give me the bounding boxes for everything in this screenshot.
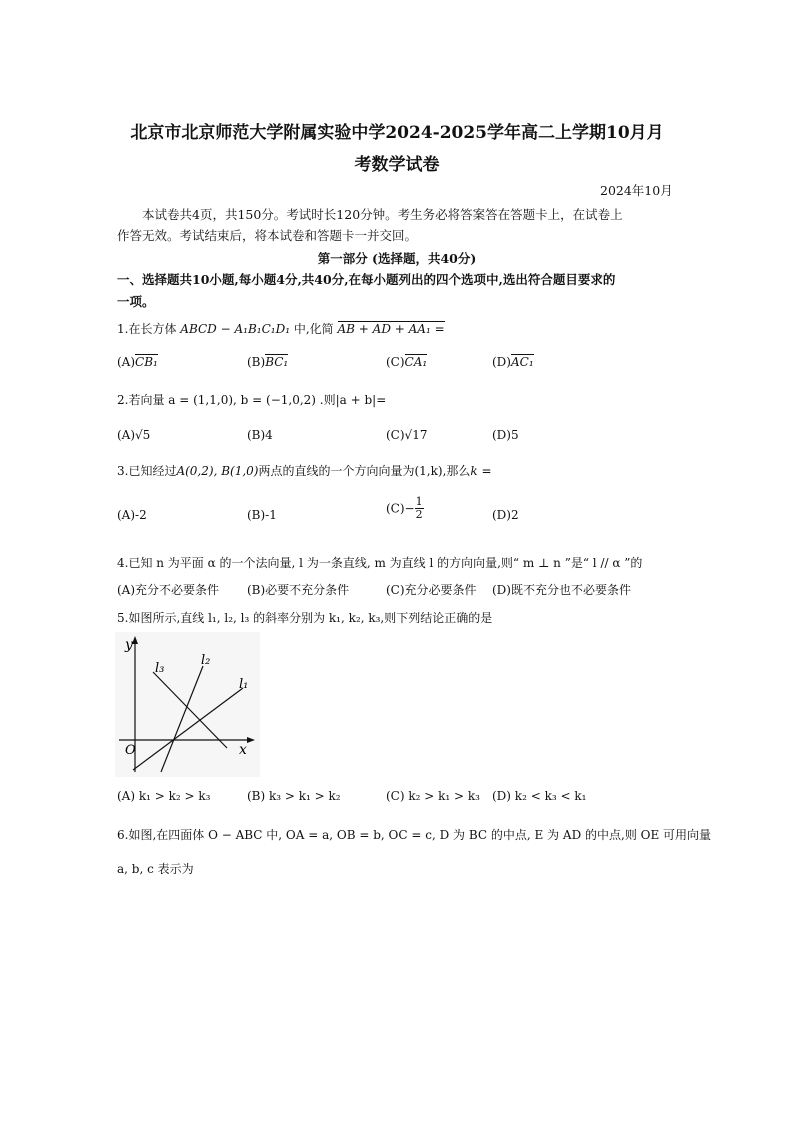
question-1-stem: [117, 320, 445, 337]
q4-option-d: (D)既不充分也不必要条件: [492, 583, 631, 597]
q4-option-b: (B)必要不充分条件: [247, 583, 350, 597]
q1-option-d: (D)AC₁: [492, 355, 534, 369]
slope-figure: [115, 632, 260, 777]
q5-option-a: (A) k₁ > k₂ > k₃: [117, 789, 211, 803]
q3-option-c: (C)− $\frac{1}{2}$: [386, 495, 423, 522]
q2-option-d: (D)5: [492, 428, 519, 442]
part-heading: 第一部分 (选择题，共40分): [317, 251, 477, 266]
q2-option-a: (A)√5: [117, 428, 151, 442]
question-6-stem-line-2: a, b, c 表示为: [117, 862, 194, 876]
q1-solid-name: ABCD − A₁B₁C₁D₁: [180, 322, 291, 336]
l1-label: l₁: [239, 677, 249, 692]
q2-option-c: (C)√17: [386, 428, 428, 442]
q1-mid: 中,化简: [293, 322, 334, 336]
q5-option-c: (C) k₂ > k₁ > k₃: [386, 789, 480, 803]
q1-option-c: (C)CA₁: [386, 355, 428, 369]
q5-option-d: (D) k₂ < k₃ < k₁: [492, 789, 587, 803]
q3-option-b: (B)-1: [247, 508, 277, 522]
l3-label: l₃: [155, 661, 165, 676]
q4-option-c: (C)充分必要条件: [386, 583, 477, 597]
q3-option-d: (D)2: [492, 508, 519, 522]
q1-vector-sum: AB + AD + AA₁ =: [337, 322, 445, 336]
q1-option-a: (A)CB₁: [117, 355, 158, 369]
y-label: y: [125, 637, 133, 653]
question-6-stem-line-1: 6.如图,在四面体 O − ABC 中, OA = a, OB = b, OC = c, D 为 BC 的中点, E 为 AD 的中点,则 OE 可用向量: [117, 828, 712, 842]
origin-label: O: [125, 743, 136, 758]
q1-prefix: 1.在长方体: [117, 322, 177, 336]
section-instruction-1: 一、选择题共10小题,每小题4分,共40分,在每小题列出的四个选项中,选出符合题目要求的: [117, 272, 616, 287]
q2-vectors: a = (1,1,0), b = (−1,0,2): [168, 393, 316, 407]
exam-date: 2024年10月: [600, 183, 673, 198]
page-subtitle: 考数学试卷: [354, 155, 440, 175]
question-3-stem: 3.已知经过A(0,2), B(1,0)两点的直线的一个方向向量为(1,k),那么k =: [117, 464, 492, 478]
x-label: x: [239, 742, 247, 758]
l2-label: l₂: [201, 653, 211, 668]
q4-option-a: (A)充分不必要条件: [117, 583, 220, 597]
question-4-stem: 4.已知 n 为平面 α 的一个法向量, l 为一条直线, m 为直线 l 的方向向量,则“ m ⊥ n ”是“ l // α ”的: [117, 556, 643, 570]
question-2-stem: 2.若向量 a = (1,1,0), b = (−1,0,2) .则|a + b|=: [117, 393, 387, 407]
intro-line-2: 作答无效。考试结束后，将本试卷和答题卡一并交回。: [117, 228, 418, 243]
page-title: 北京市北京师范大学附属实验中学2024-2025学年高二上学期10月月: [130, 123, 664, 143]
section-instruction-2: 一项。: [117, 294, 155, 309]
q1-option-b: (B)BC₁: [247, 355, 289, 369]
q5-option-b: (B) k₃ > k₁ > k₂: [247, 789, 341, 803]
q2-option-b: (B)4: [247, 428, 273, 442]
intro-line-1: 本试卷共4页，共150分。考试时长120分钟。考生务必将答案答在答题卡上，在试卷上: [142, 207, 623, 222]
question-5-stem: 5.如图所示,直线 l₁, l₂, l₃ 的斜率分别为 k₁, k₂, k₃,则下列结论正确的是: [117, 611, 493, 625]
q3-option-a: (A)-2: [117, 508, 147, 522]
